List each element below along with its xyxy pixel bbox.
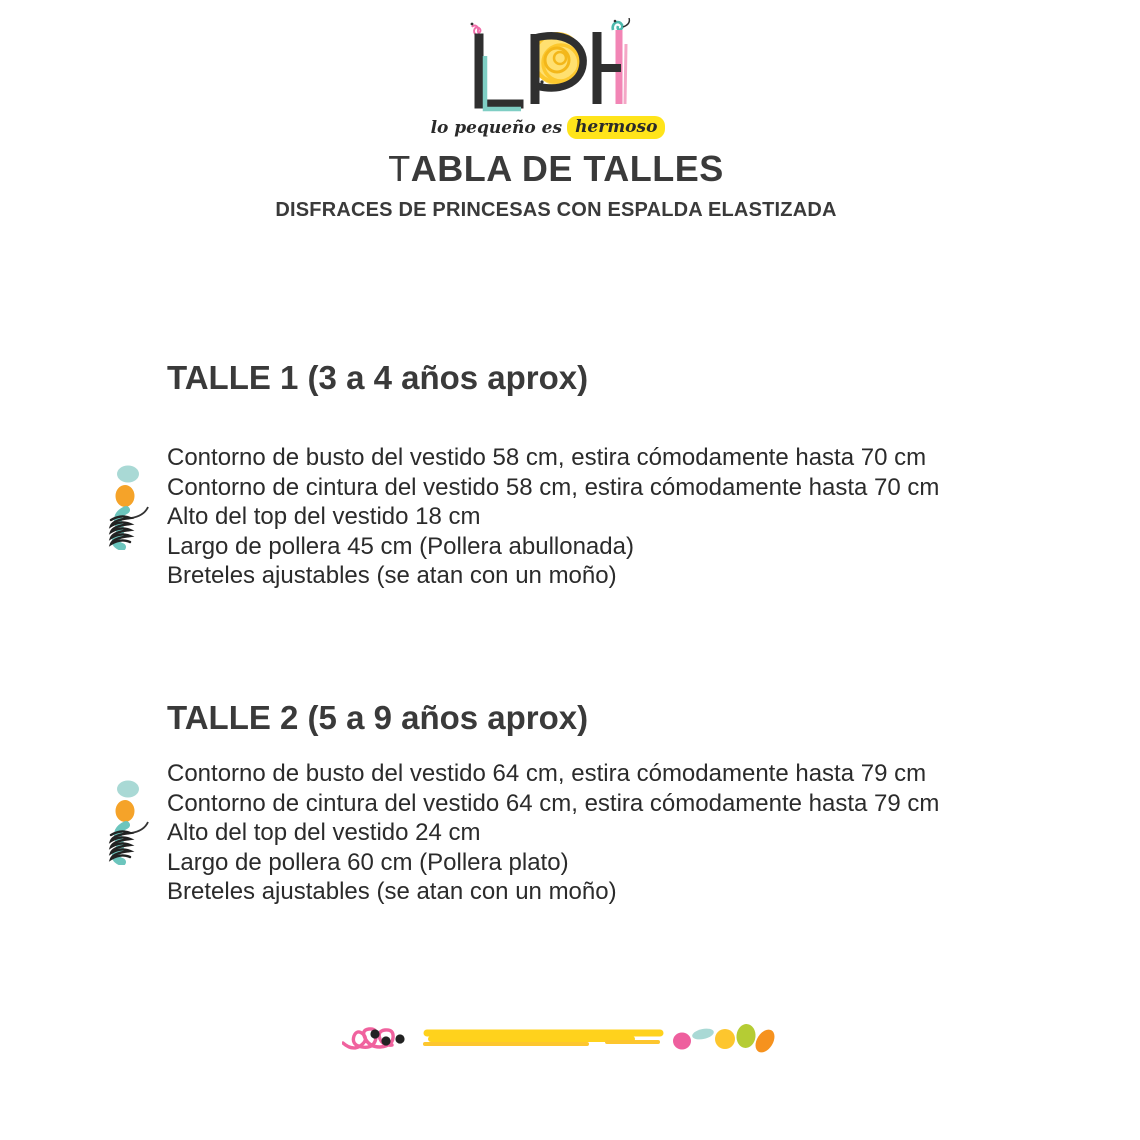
logo-tagline: [430, 116, 658, 139]
measurement-line: Contorno de cintura del vestido 58 cm, estira cómodamente hasta 70 cm: [167, 473, 940, 501]
confetti-dots-icon: [670, 1015, 776, 1057]
logo-letters-text: [448, 18, 449, 19]
measurement-line: Breteles ajustables (se atan con un moño): [167, 878, 617, 905]
measurement-line: Largo de pollera 45 cm (Pollera abullonada): [167, 532, 634, 560]
yellow-marker-line: [422, 1025, 666, 1051]
brand-logo: [430, 18, 658, 139]
page-title: TABLA DE TALLES: [388, 148, 724, 189]
tagline-highlight: hermoso: [567, 116, 665, 139]
measurement-line: Contorno de busto del vestido 58 cm, estira cómodamente hasta 70 cm: [167, 444, 927, 471]
measurement-line: Alto del top del vestido 18 cm: [167, 503, 481, 530]
lph-logo-icon: [463, 18, 633, 114]
measurement-list-talle-2: [167, 759, 939, 907]
measurement-line: Contorno de busto del vestido 64 cm, estira cómodamente hasta 79 cm: [167, 760, 927, 787]
section-heading-talle-2: TALLE 2 (5 a 9 años aprox): [167, 699, 589, 736]
measurement-line: Alto del top del vestido 24 cm: [167, 819, 481, 846]
footer-decoration: [0, 1005, 1140, 1075]
pink-thread-squiggle-icon: [342, 1011, 416, 1057]
measurement-line: Contorno de cintura del vestido 64 cm, estira cómodamente hasta 79 cm: [167, 789, 940, 817]
sewing-doodle-icon: [100, 464, 152, 550]
tagline-text: lo pequeño es: [430, 117, 563, 138]
title-block: [0, 148, 1112, 222]
measurement-line: Breteles ajustables (se atan con un moño): [167, 562, 617, 589]
page-subtitle: DISFRACES DE PRINCESAS CON ESPALDA ELASTIZADA: [275, 199, 837, 221]
measurement-list-talle-1: [167, 443, 939, 591]
measurement-line: Largo de pollera 60 cm (Pollera plato): [167, 848, 569, 876]
sewing-doodle-icon: [100, 779, 152, 865]
section-heading-talle-1: TALLE 1 (3 a 4 años aprox): [167, 359, 589, 396]
